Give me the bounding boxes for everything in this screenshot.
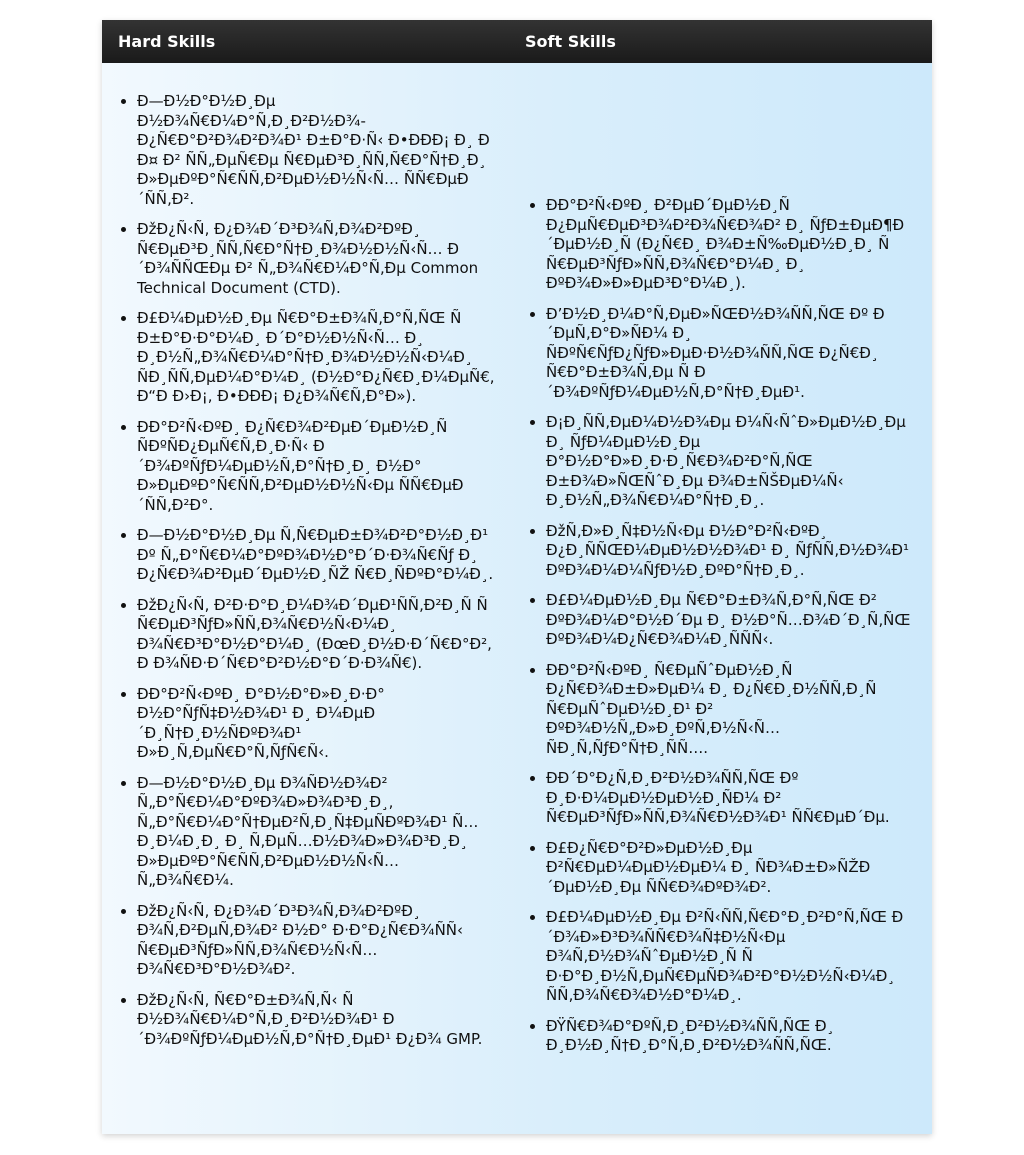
soft-skills-header: Soft Skills (525, 32, 616, 51)
list-item: • ÐÐ°Ð²Ñ‹ÐºÐ¸ Ñ€ÐµÑˆÐµÐ½Ð¸Ñ Ð¿Ñ€Ð¾Ð±Ð»ÐµÐ¼ Ð¸ Ð¿Ñ€Ð¸Ð½ÑÑ‚Ð¸Ñ Ñ€ÐµÑˆÐµÐ½Ð¸Ð¹ Ð² ÐºÐ¾Ð½Ñ„Ð»Ð¸ÐºÑ‚Ð½Ñ‹Ñ… ÑÐ¸Ñ‚ÑƒÐ°Ñ†Ð¸ÑÑ…. (546, 661, 929, 759)
list-item: • Ð’Ð½Ð¸Ð¼Ð°Ñ‚ÐµÐ»ÑŒÐ½Ð¾ÑÑ‚ÑŒ Ðº Ð´ÐµÑ‚Ð°Ð»ÑÐ¼ Ð¸ ÑÐºÑ€ÑƒÐ¿ÑƒÐ»ÐµÐ·Ð½Ð¾ÑÑ‚ÑŒ Ð¿Ñ€Ð¸ Ñ€Ð°Ð±Ð¾Ñ‚Ðµ Ñ Ð´Ð¾ÐºÑƒÐ¼ÐµÐ½Ñ‚Ð°Ñ†Ð¸ÐµÐ¹. (546, 305, 929, 403)
list-item: • Ð—Ð½Ð°Ð½Ð¸Ðµ Ñ‚Ñ€ÐµÐ±Ð¾Ð²Ð°Ð½Ð¸Ð¹ Ðº Ñ„Ð°Ñ€Ð¼Ð°ÐºÐ¾Ð½Ð°Ð´Ð·Ð¾Ñ€Ñƒ Ð¸ Ð¿Ñ€Ð¾Ð²ÐµÐ´ÐµÐ½Ð¸ÑŽ Ñ€Ð¸ÑÐºÐ°Ð¼Ð¸. (137, 526, 505, 585)
list-item: • ÐžÐ¿Ñ‹Ñ‚ Ð¿Ð¾Ð´Ð³Ð¾Ñ‚Ð¾Ð²ÐºÐ¸ Ð¾Ñ‚Ð²ÐµÑ‚Ð¾Ð² Ð½Ð° Ð·Ð°Ð¿Ñ€Ð¾ÑÑ‹ Ñ€ÐµÐ³ÑƒÐ»ÑÑ‚Ð¾Ñ€Ð½Ñ‹Ñ… Ð¾Ñ€Ð³Ð°Ð½Ð¾Ð². (137, 902, 505, 980)
list-item: • ÐŸÑ€Ð¾Ð°ÐºÑ‚Ð¸Ð²Ð½Ð¾ÑÑ‚ÑŒ Ð¸ Ð¸Ð½Ð¸Ñ†Ð¸Ð°Ñ‚Ð¸Ð²Ð½Ð¾ÑÑ‚ÑŒ. (546, 1017, 929, 1056)
list-item: • ÐÐ°Ð²Ñ‹ÐºÐ¸ Ð°Ð½Ð°Ð»Ð¸Ð·Ð° Ð½Ð°ÑƒÑ‡Ð½Ð¾Ð¹ Ð¸ Ð¼ÐµÐ´Ð¸Ñ†Ð¸Ð½ÑÐºÐ¾Ð¹ Ð»Ð¸Ñ‚ÐµÑ€Ð°Ñ‚ÑƒÑ€Ñ‹. (137, 685, 505, 763)
hard-skills-column (102, 63, 510, 1067)
list-item: • Ð£Ð¼ÐµÐ½Ð¸Ðµ Ð²Ñ‹ÑÑ‚Ñ€Ð°Ð¸Ð²Ð°Ñ‚ÑŒ Ð´Ð¾Ð»Ð³Ð¾ÑÑ€Ð¾Ñ‡Ð½Ñ‹Ðµ Ð¾Ñ‚Ð½Ð¾ÑˆÐµÐ½Ð¸Ñ Ñ Ð·Ð°Ð¸Ð½Ñ‚ÐµÑ€ÐµÑÐ¾Ð²Ð°Ð½Ð½Ñ‹Ð¼Ð¸ ÑÑ‚Ð¾Ñ€Ð¾Ð½Ð°Ð¼Ð¸. (546, 908, 929, 1006)
list-item: • Ð£Ð¿Ñ€Ð°Ð²Ð»ÐµÐ½Ð¸Ðµ Ð²Ñ€ÐµÐ¼ÐµÐ½ÐµÐ¼ Ð¸ ÑÐ¾Ð±Ð»ÑŽÐ´ÐµÐ½Ð¸Ðµ ÑÑ€Ð¾ÐºÐ¾Ð². (546, 839, 929, 898)
list-item: • ÐÐ°Ð²Ñ‹ÐºÐ¸ Ð¿Ñ€Ð¾Ð²ÐµÐ´ÐµÐ½Ð¸Ñ ÑÐºÑÐ¿ÐµÑ€Ñ‚Ð¸Ð·Ñ‹ Ð´Ð¾ÐºÑƒÐ¼ÐµÐ½Ñ‚Ð°Ñ†Ð¸Ð¸ Ð½Ð° Ð»ÐµÐºÐ°Ñ€ÑÑ‚Ð²ÐµÐ½Ð½Ñ‹Ðµ ÑÑ€ÐµÐ´ÑÑ‚Ð²Ð°. (137, 418, 505, 516)
list-item: • ÐžÐ¿Ñ‹Ñ‚ Ð²Ð·Ð°Ð¸Ð¼Ð¾Ð´ÐµÐ¹ÑÑ‚Ð²Ð¸Ñ Ñ Ñ€ÐµÐ³ÑƒÐ»ÑÑ‚Ð¾Ñ€Ð½Ñ‹Ð¼Ð¸ Ð¾Ñ€Ð³Ð°Ð½Ð°Ð¼Ð¸ (ÐœÐ¸Ð½Ð·Ð´Ñ€Ð°Ð², Ð Ð¾ÑÐ·Ð´Ñ€Ð°Ð²Ð½Ð°Ð´Ð·Ð¾Ñ€). (137, 596, 505, 674)
skills-table (102, 20, 932, 1134)
list-item: • Ð¡Ð¸ÑÑ‚ÐµÐ¼Ð½Ð¾Ðµ Ð¼Ñ‹ÑˆÐ»ÐµÐ½Ð¸Ðµ Ð¸ ÑƒÐ¼ÐµÐ½Ð¸Ðµ Ð°Ð½Ð°Ð»Ð¸Ð·Ð¸Ñ€Ð¾Ð²Ð°Ñ‚ÑŒ Ð±Ð¾Ð»ÑŒÑˆÐ¸Ðµ Ð¾Ð±ÑŠÐµÐ¼Ñ‹ Ð¸Ð½Ñ„Ð¾Ñ€Ð¼Ð°Ñ†Ð¸Ð¸. (546, 413, 929, 511)
list-item: • ÐÐ´Ð°Ð¿Ñ‚Ð¸Ð²Ð½Ð¾ÑÑ‚ÑŒ Ðº Ð¸Ð·Ð¼ÐµÐ½ÐµÐ½Ð¸ÑÐ¼ Ð² Ñ€ÐµÐ³ÑƒÐ»ÑÑ‚Ð¾Ñ€Ð½Ð¾Ð¹ ÑÑ€ÐµÐ´Ðµ. (546, 769, 929, 828)
list-item: • Ð—Ð½Ð°Ð½Ð¸Ðµ Ð½Ð¾Ñ€Ð¼Ð°Ñ‚Ð¸Ð²Ð½Ð¾-Ð¿Ñ€Ð°Ð²Ð¾Ð²Ð¾Ð¹ Ð±Ð°Ð·Ñ‹ Ð•ÐÐÐ¡ Ð¸ Ð Ð¤ Ð² ÑÑ„ÐµÑ€Ðµ Ñ€ÐµÐ³Ð¸ÑÑ‚Ñ€Ð°Ñ†Ð¸Ð¸ Ð»ÐµÐºÐ°Ñ€ÑÑ‚Ð²ÐµÐ½Ð½Ñ‹Ñ… ÑÑ€ÐµÐ´ÑÑ‚Ð². (137, 92, 505, 209)
list-item: • ÐÐ°Ð²Ñ‹ÐºÐ¸ Ð²ÐµÐ´ÐµÐ½Ð¸Ñ Ð¿ÐµÑ€ÐµÐ³Ð¾Ð²Ð¾Ñ€Ð¾Ð² Ð¸ ÑƒÐ±ÐµÐ¶Ð´ÐµÐ½Ð¸Ñ (Ð¿Ñ€Ð¸ Ð¾Ð±Ñ‰ÐµÐ½Ð¸Ð¸ Ñ Ñ€ÐµÐ³ÑƒÐ»ÑÑ‚Ð¾Ñ€Ð°Ð¼Ð¸ Ð¸ ÐºÐ¾Ð»Ð»ÐµÐ³Ð°Ð¼Ð¸). (546, 196, 929, 294)
list-item: • ÐžÐ¿Ñ‹Ñ‚ Ñ€Ð°Ð±Ð¾Ñ‚Ñ‹ Ñ Ð½Ð¾Ñ€Ð¼Ð°Ñ‚Ð¸Ð²Ð½Ð¾Ð¹ Ð´Ð¾ÐºÑƒÐ¼ÐµÐ½Ñ‚Ð°Ñ†Ð¸ÐµÐ¹ Ð¿Ð¾ GMP. (137, 991, 505, 1050)
soft-skills-column (510, 63, 932, 1067)
soft-skills-list (510, 196, 932, 1056)
hard-skills-header: Hard Skills (118, 32, 216, 51)
hard-skills-list (102, 92, 510, 1049)
list-item: • ÐžÑ‚Ð»Ð¸Ñ‡Ð½Ñ‹Ðµ Ð½Ð°Ð²Ñ‹ÐºÐ¸ Ð¿Ð¸ÑÑŒÐ¼ÐµÐ½Ð½Ð¾Ð¹ Ð¸ ÑƒÑÑ‚Ð½Ð¾Ð¹ ÐºÐ¾Ð¼Ð¼ÑƒÐ½Ð¸ÐºÐ°Ñ†Ð¸Ð¸. (546, 522, 929, 581)
table-body (102, 63, 932, 1067)
list-item: • Ð£Ð¼ÐµÐ½Ð¸Ðµ Ñ€Ð°Ð±Ð¾Ñ‚Ð°Ñ‚ÑŒ Ð² ÐºÐ¾Ð¼Ð°Ð½Ð´Ðµ Ð¸ Ð½Ð°Ñ…Ð¾Ð´Ð¸Ñ‚ÑŒ ÐºÐ¾Ð¼Ð¿Ñ€Ð¾Ð¼Ð¸ÑÑÑ‹. (546, 591, 929, 650)
table-header (102, 20, 932, 63)
list-item: • Ð—Ð½Ð°Ð½Ð¸Ðµ Ð¾ÑÐ½Ð¾Ð² Ñ„Ð°Ñ€Ð¼Ð°ÐºÐ¾Ð»Ð¾Ð³Ð¸Ð¸, Ñ„Ð°Ñ€Ð¼Ð°Ñ†ÐµÐ²Ñ‚Ð¸Ñ‡ÐµÑÐºÐ¾Ð¹ Ñ…Ð¸Ð¼Ð¸Ð¸ Ð¸ Ñ‚ÐµÑ…Ð½Ð¾Ð»Ð¾Ð³Ð¸Ð¸ Ð»ÐµÐºÐ°Ñ€ÑÑ‚Ð²ÐµÐ½Ð½Ñ‹Ñ… Ñ„Ð¾Ñ€Ð¼. (137, 774, 505, 891)
list-item: • ÐžÐ¿Ñ‹Ñ‚ Ð¿Ð¾Ð´Ð³Ð¾Ñ‚Ð¾Ð²ÐºÐ¸ Ñ€ÐµÐ³Ð¸ÑÑ‚Ñ€Ð°Ñ†Ð¸Ð¾Ð½Ð½Ñ‹Ñ… Ð´Ð¾ÑÑŒÐµ Ð² Ñ„Ð¾Ñ€Ð¼Ð°Ñ‚Ðµ Common Technical Document (CTD). (137, 220, 505, 298)
list-item: • Ð£Ð¼ÐµÐ½Ð¸Ðµ Ñ€Ð°Ð±Ð¾Ñ‚Ð°Ñ‚ÑŒ Ñ Ð±Ð°Ð·Ð°Ð¼Ð¸ Ð´Ð°Ð½Ð½Ñ‹Ñ… Ð¸ Ð¸Ð½Ñ„Ð¾Ñ€Ð¼Ð°Ñ†Ð¸Ð¾Ð½Ð½Ñ‹Ð¼Ð¸ ÑÐ¸ÑÑ‚ÐµÐ¼Ð°Ð¼Ð¸ (Ð½Ð°Ð¿Ñ€Ð¸Ð¼ÐµÑ€, Ð“Ð Ð›Ð¡, Ð•ÐÐÐ¡ Ð¿Ð¾Ñ€Ñ‚Ð°Ð»). (137, 309, 505, 407)
